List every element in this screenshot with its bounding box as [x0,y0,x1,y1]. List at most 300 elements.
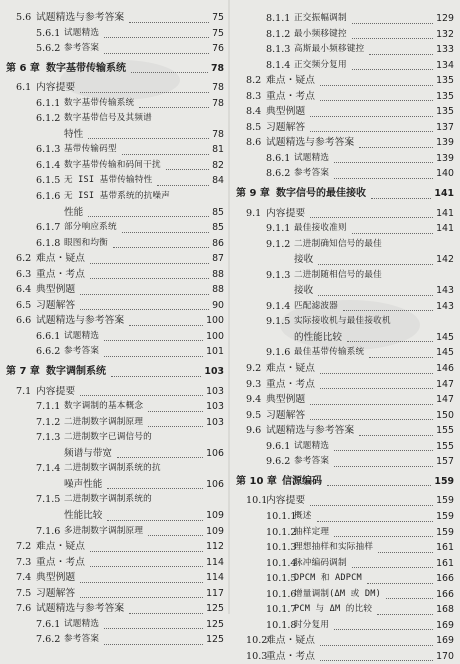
toc-page-number: 86 [212,237,224,249]
toc-page-number: 133 [436,44,454,56]
toc-page-number: 117 [206,587,224,599]
toc-page-number: 159 [436,495,454,507]
toc-entry-sub [236,221,454,237]
toc-page-number: 103 [206,401,224,413]
toc-page-number: 125 [206,618,224,630]
toc-page-number: 170 [436,650,454,662]
toc-page-number: 159 [436,510,454,522]
toc-entry-sub [236,454,454,470]
toc-entry-number: 第 10 章 [236,475,277,487]
toc-page-number: 168 [436,604,454,616]
toc-entry-title: 频谱与带宽 [64,447,112,459]
toc-entry-number: 7.6.2 [36,634,61,646]
toc-page-number: 129 [436,13,454,24]
dot-leader [129,597,203,614]
dot-leader [352,552,433,569]
dot-leader [318,279,433,296]
toc-entry-title: 试题精选 [64,330,100,341]
dot-leader [334,614,433,631]
toc-entry-title: 最佳基带传输系统 [294,347,365,358]
toc-page-number: 143 [436,285,454,297]
toc-page-number: 103 [206,416,224,428]
dot-leader [148,395,203,412]
toc-entry-sub [6,96,224,112]
dot-leader [310,404,433,421]
toc-entry-title: 难点・疑点 [36,253,85,265]
toc-page-number: 82 [212,159,224,171]
toc-entry-title: 正交频分复用 [294,59,347,70]
toc-page-number: 135 [436,106,454,118]
toc-entry-title: 内容提要 [266,207,306,219]
toc-entry-number: 9.1.2 [266,238,291,250]
toc-entry-number: 6.1.5 [36,175,61,187]
toc-entry-title: 重点・考点 [266,650,315,662]
toc-entry-title: 重点・考点 [266,378,315,390]
toc-entry-title: 习题解答 [266,409,306,421]
toc-entry-number: 6.1.2 [36,113,61,125]
toc-entry-title: 试题精选与参考答案 [36,12,125,23]
toc-entry-number: 10.1.4 [266,557,297,569]
toc-entry-title: 数字调制系统 [46,366,106,378]
dot-leader [369,341,433,358]
toc-entry-number: 9.5 [246,409,262,421]
toc-entry-title: 数字基带传输和码间干扰 [64,159,161,170]
toc-entry-title: 典型例题 [36,284,76,296]
toc-entry-title: 难点・疑点 [266,363,315,375]
toc-entry-number: 7.1 [16,385,32,397]
toc-entry-number: 8.3 [246,90,262,102]
toc-entry-chapter [236,474,454,490]
dot-leader [131,57,208,74]
toc-entry-number: 7.1.3 [36,432,61,444]
toc-page-number: 125 [206,634,224,646]
toc-entry-title: 二进制数字调制原理 [64,416,144,427]
toc-page-number: 109 [206,509,224,521]
toc-entry-title: 内容提要 [36,385,76,397]
toc-entry-title: 接收 [294,254,314,266]
toc-entry-title: 习题解答 [36,587,76,599]
toc-page-number: 78 [212,82,224,94]
toc-entry-number: 6.1.1 [36,97,61,109]
toc-entry-title: 信源编码 [282,475,322,487]
toc-entry-number: 6.6.2 [36,346,61,358]
toc-page-number: 114 [206,556,224,568]
toc-entry-number: 6.1.6 [36,191,61,203]
dot-leader [327,470,431,487]
dot-leader [148,411,203,428]
toc-entry-number: 8.4 [246,106,262,118]
toc-page-number: 166 [436,588,454,600]
toc-entry-number: 6.6 [16,315,32,327]
toc-entry-title: 二进制数字调制系统的 [64,494,152,505]
toc-entry-title: 习题解答 [266,121,306,133]
toc-entry-title: 习题解答 [36,299,76,311]
toc-entry-title: 二进制数字调制系统的抗 [64,463,161,474]
toc-page-number: 141 [436,207,454,219]
toc-entry-title: 脉冲编码调制 [294,557,347,568]
toc-entry-number: 10.1.6 [266,588,297,600]
toc-page-number: 106 [206,447,224,459]
toc-entry-title: 概述 [294,510,312,521]
toc-entry-sub [236,166,454,182]
toc-entry-number: 9.2 [246,363,262,375]
toc-page-number: 137 [436,121,454,133]
toc-entry-chapter [236,186,454,202]
dot-leader [129,309,203,326]
toc-entry-number: 9.1.6 [266,347,291,359]
toc-entry-title: 内容提要 [266,495,306,507]
toc-entry-number: 9.4 [246,394,262,406]
toc-entry-number: 第 7 章 [6,366,40,378]
toc-entry-title: 参考答案 [64,634,100,645]
dot-leader [352,7,433,24]
toc-page-number: 106 [206,478,224,490]
toc-page-number: 134 [436,59,454,71]
toc-page-number: 159 [434,475,454,487]
toc-entry-number: 9.6 [246,425,262,437]
dot-leader [80,566,203,583]
dot-leader [104,628,203,645]
dot-leader [320,357,433,374]
toc-entry-number: 5.6 [16,12,32,23]
toc-page-number: 147 [436,394,454,406]
toc-entry-number: 5.6.1 [36,27,61,39]
toc-page-number: 140 [436,168,454,180]
toc-entry-number: 9.1.3 [266,269,291,281]
toc-entry-number: 7.6 [16,603,32,615]
toc-entry-title: 数字信号的最佳接收 [276,188,366,200]
toc-entry-title: 无 ISI 基带传输特性 [64,175,153,186]
dot-leader [157,169,209,186]
dot-leader [334,521,433,538]
dot-leader [334,162,433,179]
dot-leader [90,551,203,568]
dot-leader [104,613,203,630]
toc-entry-title: 数字基带信号及其频谱 [64,113,152,124]
toc-entry-number: 6.1.3 [36,144,61,156]
toc-entry-number: 8.6 [246,137,262,149]
dot-leader [378,536,433,553]
dot-leader [166,154,209,171]
dot-leader [107,504,203,521]
toc-entry-chapter [6,364,224,380]
toc-page-number: 157 [436,456,454,468]
toc-entry-number: 10.1.2 [266,526,297,538]
toc-entry-title: 抽样定理 [294,526,330,537]
dot-leader [129,6,209,23]
toc-page-number: 169 [436,635,454,647]
toc-entry-title: 参考答案 [294,456,330,467]
toc-page-number: 141 [436,223,454,235]
toc-page-number: 109 [206,525,224,537]
toc-page-number: 145 [436,331,454,343]
toc-page-number: 146 [436,363,454,375]
toc-entry-number: 10.1 [246,495,268,507]
toc-page-number: 155 [436,425,454,437]
toc-entry-title: 正交振幅调制 [294,13,347,23]
toc-entry-title: 试题精选 [64,27,100,38]
toc-page-number: 81 [212,144,224,156]
toc-page-number: 114 [206,572,224,584]
toc-entry-number: 10.1.3 [266,542,297,554]
column-gutter [228,0,230,614]
toc-entry-number: 6.4 [16,284,32,296]
dot-leader [359,419,433,436]
toc-entry-number: 7.2 [16,541,32,553]
dot-leader [80,582,203,599]
toc-entry-number: 6.3 [16,268,32,280]
toc-entry-title: 眼图和均衡 [64,237,108,248]
toc-entry-title: 二进制数字已调信号的 [64,432,152,443]
toc-page-number: 88 [212,268,224,280]
toc-entry-title: 时分复用 [294,619,330,630]
toc-entry-title: 接收 [294,285,314,297]
toc-entry-cont [236,252,454,268]
toc-page-number: 78 [210,62,224,74]
toc-entry-title: 试题精选与参考答案 [36,315,125,327]
toc-entry-number: 7.6.1 [36,618,61,630]
dot-leader [347,326,433,343]
toc-left-column [6,10,224,648]
toc-entry-title: PCM 与 ΔM 的比较 [294,604,373,615]
toc-entry-number: 7.3 [16,556,32,568]
toc-right-column [236,11,454,664]
toc-page-number: 135 [436,75,454,87]
dot-leader [80,278,209,295]
dot-leader [90,247,209,264]
toc-entry-number: 第 9 章 [236,188,270,200]
toc-page-number: 87 [212,253,224,265]
toc-page-number: 76 [212,43,224,55]
toc-page-number: 159 [436,526,454,538]
toc-entry-number: 7.4 [16,572,32,584]
toc-entry-title: 无 ISI 基带系统的抗噪声 [64,191,171,202]
dot-leader [320,645,433,662]
dot-leader [318,248,433,265]
toc-entry-number: 7.1.5 [36,494,61,506]
dot-leader [111,360,201,377]
toc-entry-number: 8.5 [246,121,262,133]
toc-entry-title: 典型例题 [36,572,76,584]
toc-entry-number: 9.3 [246,378,262,390]
toc-entry-title: 二进制确知信号的最佳 [294,238,382,249]
dot-leader [334,147,433,164]
toc-entry-title: 理想抽样和实际抽样 [294,542,374,553]
toc-entry-number: 9.6.2 [266,456,291,468]
toc-entry-title: DPCM 和 ADPCM [294,573,362,584]
dot-leader [139,92,209,109]
toc-entry-title: 最佳接收准则 [294,223,347,234]
dot-leader [310,116,433,133]
toc-entry-number: 6.1.7 [36,222,61,234]
dot-leader [310,100,433,117]
dot-leader [88,201,209,218]
toc-entry-number: 7.5 [16,587,32,599]
toc-entry-sub [6,173,224,189]
toc-page-number: 100 [206,330,224,342]
toc-page-number: 139 [436,137,454,149]
toc-entry-title: 的性能比较 [294,331,342,343]
toc-page-number: 103 [204,366,224,378]
toc-entry-title: 难点・疑点 [266,635,315,647]
toc-entry-number: 8.1.2 [266,28,291,40]
dot-leader [90,263,209,280]
dot-leader [90,535,203,552]
toc-entry-number: 9.1 [246,207,262,219]
toc-entry-chapter [6,61,224,77]
toc-entry-number: 6.6.1 [36,330,61,342]
toc-entry-number: 5.6.2 [36,43,61,55]
toc-entry-title: 特性 [64,128,84,140]
toc-entry-number: 第 6 章 [6,62,40,74]
toc-entry-number: 7.1.4 [36,463,61,475]
toc-entry-number: 10.1.5 [266,573,297,585]
dot-leader [352,54,433,71]
toc-entry-title: 试题精选 [294,440,330,451]
toc-page-number: 84 [212,175,224,187]
toc-entry-title: 部分响应系统 [64,222,117,233]
dot-leader [371,182,431,199]
toc-page-number: 161 [436,557,454,569]
dot-leader [377,598,433,615]
toc-page-number: 101 [206,346,224,358]
dot-leader [334,435,433,452]
toc-entry-title: 典型例题 [266,106,306,118]
toc-entry-number: 9.1.4 [266,300,291,312]
dot-leader [369,38,433,55]
toc-entry-section [236,649,454,664]
toc-page-number: 150 [436,409,454,421]
dot-leader [320,69,433,86]
toc-entry-number: 6.1.4 [36,159,61,171]
toc-page-number: 85 [212,206,224,218]
toc-page-number: 155 [436,440,454,452]
dot-leader [310,489,433,506]
dot-leader [320,85,433,102]
dot-leader [104,340,203,357]
dot-leader [122,138,209,155]
toc-entry-title: 高斯最小频移键控 [294,44,365,55]
toc-entry-number: 6.2 [16,253,32,265]
toc-page-number: 103 [206,385,224,397]
dot-leader [310,388,433,405]
toc-page-number: 112 [206,541,224,553]
toc-page-number: 139 [436,152,454,164]
toc-entry-title: 试题精选与参考答案 [36,603,125,615]
dot-leader [117,442,203,459]
dot-leader [104,325,203,342]
dot-leader [104,22,209,39]
toc-page-number: 145 [436,347,454,359]
dot-leader [113,232,209,249]
toc-entry-number: 10.1.1 [266,510,297,522]
toc-entry-number: 9.1.1 [266,223,291,235]
dot-leader [320,629,433,646]
toc-page-number: 169 [436,619,454,631]
toc-entry-cont [6,446,224,462]
dot-leader [343,295,433,312]
dot-leader [367,567,433,584]
toc-entry-number: 7.1.1 [36,401,61,413]
toc-page-number: 125 [206,603,224,615]
toc-entry-title: 数字基带传输系统 [64,97,135,108]
toc-page-number: 75 [212,27,224,39]
toc-entry-number: 9.1.5 [266,316,291,328]
toc-page-number: 78 [212,97,224,109]
dot-leader [386,583,433,600]
toc-entry-title: 试题精选与参考答案 [266,425,355,437]
toc-entry-number: 8.1.4 [266,59,291,71]
toc-page-number: 166 [436,573,454,585]
toc-entry-title: 性能 [64,206,84,218]
toc-entry-number: 7.1.6 [36,525,61,537]
dot-leader [320,373,433,390]
toc-entry-title: 匹配滤波器 [294,300,338,311]
toc-entry-title: 最小频移键控 [294,28,347,39]
toc-entry-number: 10.2 [246,635,268,647]
toc-entry-title: 难点・疑点 [36,541,85,553]
toc-page-number: 147 [436,378,454,390]
toc-entry-number: 8.6.2 [266,168,291,180]
toc-entry-title: 数字调制的基本概念 [64,401,144,412]
toc-entry-title: 重点・考点 [266,90,315,102]
toc-entry-title: 重点・考点 [36,556,85,568]
toc-entry-number: 6.5 [16,299,32,311]
toc-entry-title: 试题精选 [64,618,100,629]
toc-page-number: 78 [212,128,224,140]
toc-page-number: 100 [206,315,224,327]
dot-leader [80,380,203,397]
toc-entry-number: 8.2 [246,75,262,87]
toc-entry-cont [6,477,224,493]
toc-entry-title: 重点・考点 [36,268,85,280]
toc-page-number: 90 [212,299,224,311]
toc-entry-sub [236,299,454,315]
dot-leader [148,520,203,537]
toc-page-number: 135 [436,90,454,102]
toc-entry-title: 二进制随相信号的最佳 [294,269,382,280]
toc-entry-sub [6,415,224,431]
toc-entry-title: 基带传输码型 [64,144,117,155]
toc-entry-number: 6.1.8 [36,237,61,249]
dot-leader [107,473,203,490]
dot-leader [88,123,209,140]
toc-entry-title: 试题精选 [294,152,330,163]
toc-entry-title: 参考答案 [294,168,330,179]
toc-entry-number: 8.1.1 [266,13,291,24]
dot-leader [317,505,434,522]
toc-entry-title: 多进制数字调制原理 [64,525,144,536]
toc-entry-title: 性能比较 [64,509,103,521]
toc-entry-title: 参考答案 [64,346,100,357]
toc-page-number: 161 [436,542,454,554]
toc-entry-title: 参考答案 [64,43,100,54]
toc-entry-sub [6,632,224,648]
toc-entry-number: 7.1.2 [36,416,61,428]
dot-leader [80,76,209,93]
toc-page-number: 142 [436,254,454,266]
toc-entry-title: 增量调制(ΔM 或 DM) [294,588,381,599]
toc-entry-number: 8.1.3 [266,44,291,56]
dot-leader [104,37,209,54]
toc-page-number: 85 [212,222,224,234]
toc-entry-title: 噪声性能 [64,478,103,490]
toc-entry-title: 试题精选与参考答案 [266,137,355,149]
dot-leader [80,294,209,311]
toc-entry-number: 9.6.1 [266,440,291,452]
toc-page-number: 88 [212,284,224,296]
dot-leader [359,131,433,148]
